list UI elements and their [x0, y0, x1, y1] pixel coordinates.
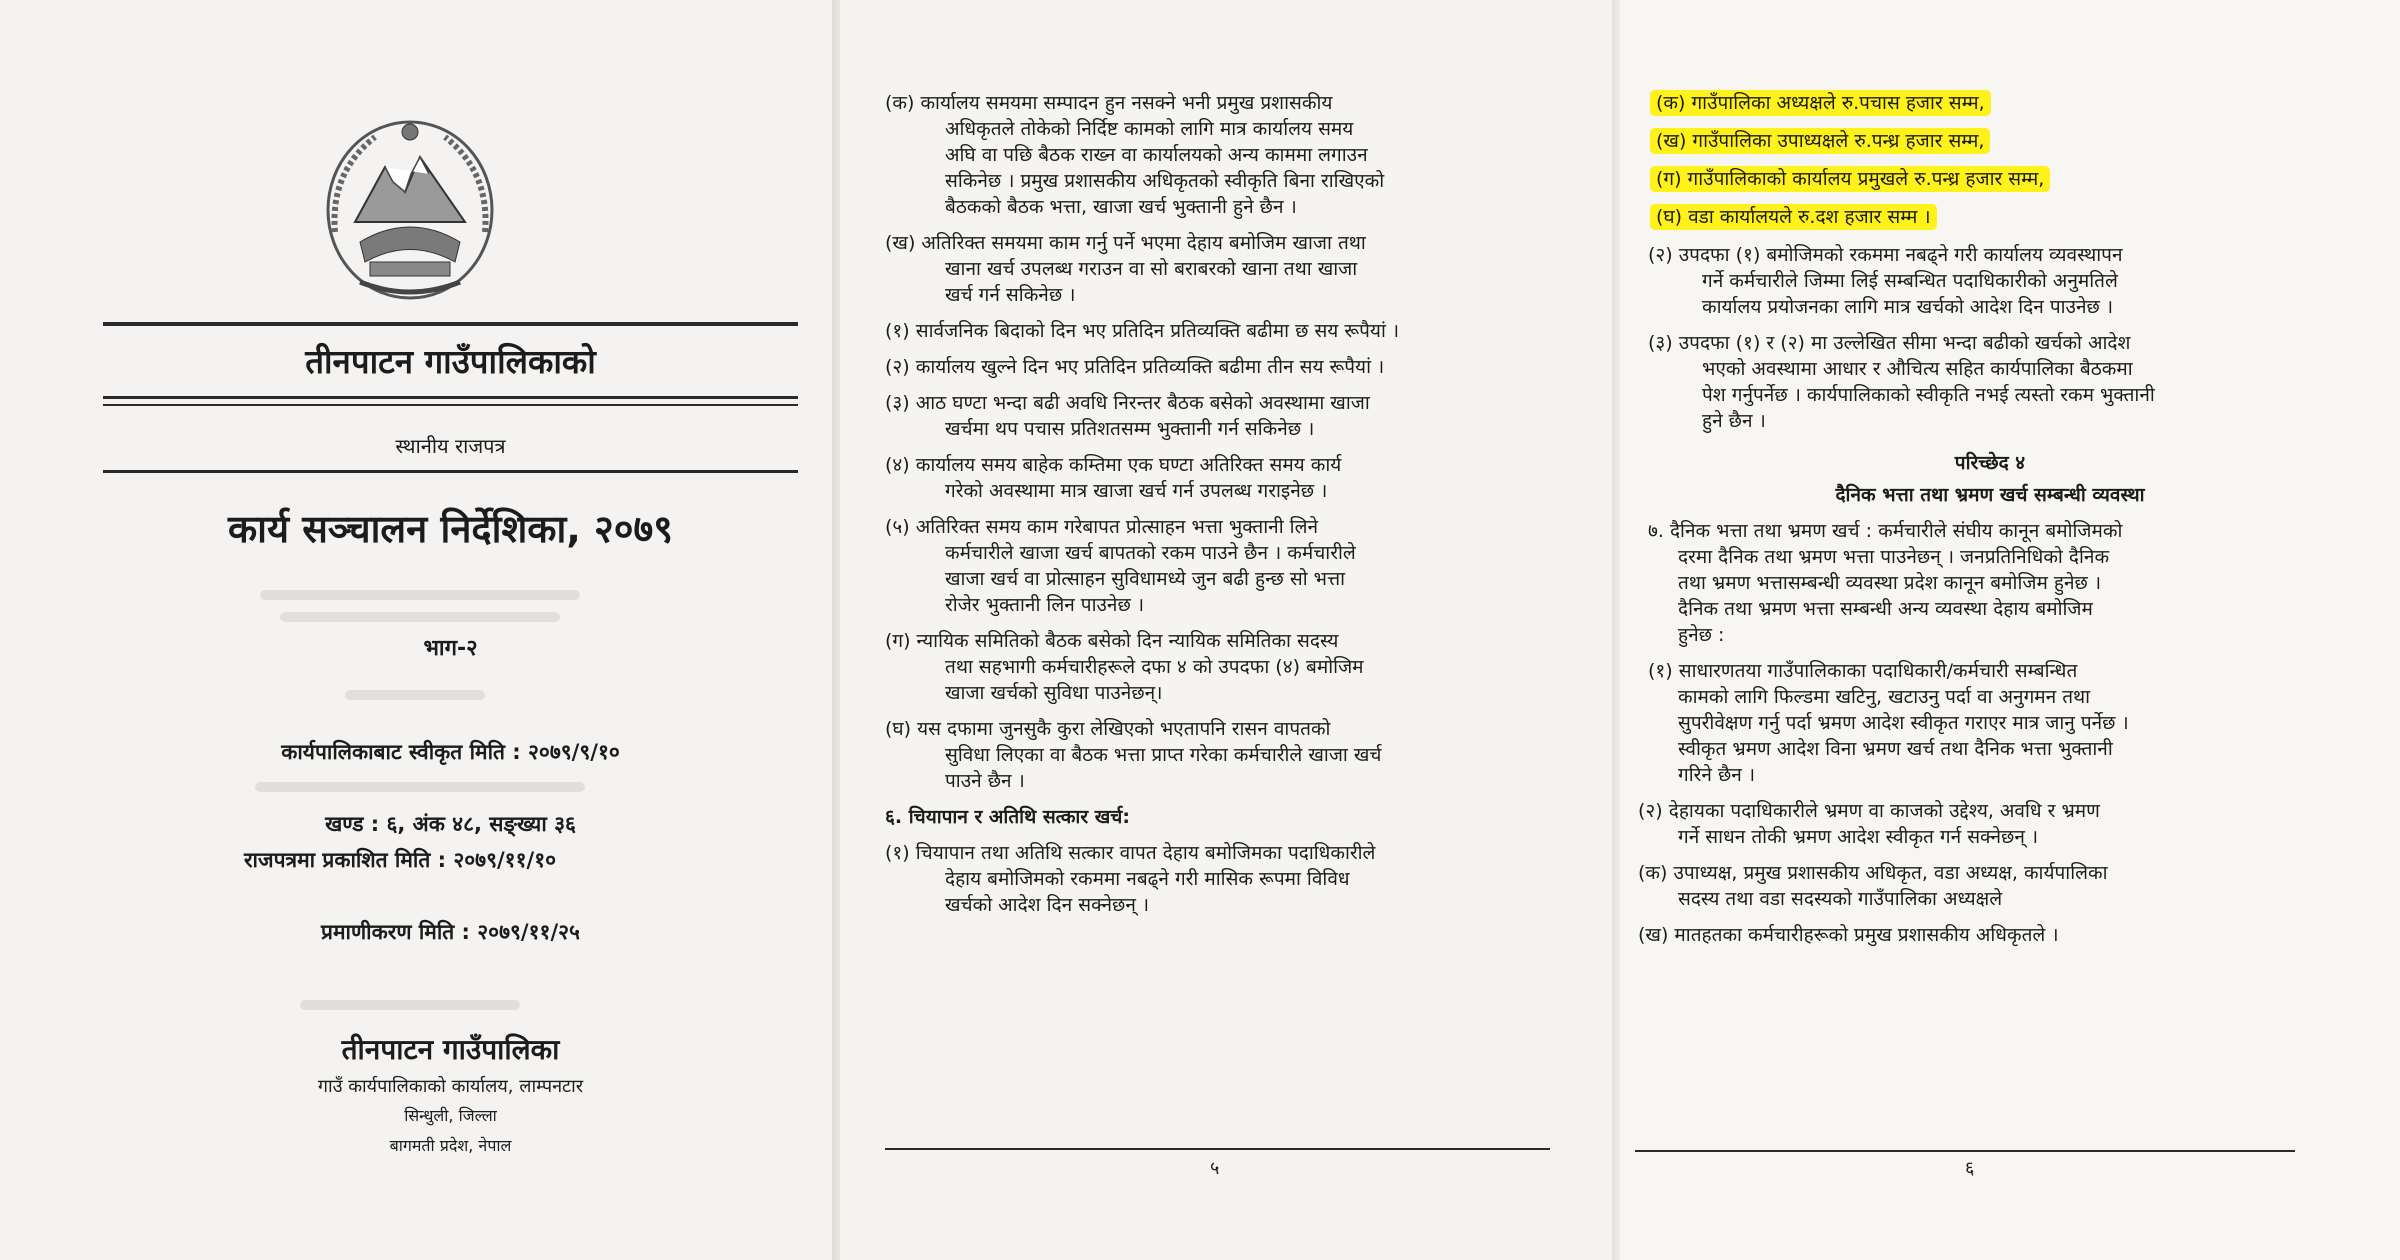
text-line: दैनिक तथा भ्रमण भत्ता सम्बन्धी अन्य व्यवस्था देहाय बमोजिम: [1678, 598, 2093, 620]
text-line: (५) अतिरिक्त समय काम गरेबापत प्रोत्साहन भत्ता भुक्तानी लिने: [885, 516, 1319, 538]
highlighted-line: [1650, 166, 2050, 192]
text-line: स्वीकृत भ्रमण आदेश विना भ्रमण खर्च तथा दैनिक भत्ता भुक्तानी: [1678, 738, 2113, 760]
text-line: गरेको अवस्थामा मात्र खाजा खर्च गर्न उपलब्ध गराइनेछ ।: [945, 480, 1328, 502]
faded-text: [300, 1000, 520, 1010]
text-line: (२) उपदफा (१) बमोजिमको रकममा नबढ्ने गरी कार्यालय व्यवस्थापन: [1648, 244, 2123, 266]
text-line: दरमा दैनिक तथा भ्रमण भत्ता पाउनेछन् । जनप्रतिनिधिको दैनिक: [1678, 546, 2110, 568]
page-number: ६: [1965, 1158, 1975, 1179]
text-line: (क) कार्यालय समयमा सम्पादन हुन नसक्ने भनी प्रमुख प्रशासकीय: [885, 92, 1333, 114]
nepal-government-emblem-icon: [315, 112, 505, 307]
text-line: (४) कार्यालय समय बाहेक कम्तिमा एक घण्टा अतिरिक्त समय कार्य: [885, 454, 1342, 476]
text-line: देहाय बमोजिमको रकममा नबढ्ने गरी मासिक रूपमा विविध: [945, 868, 1350, 890]
text-line: सदस्य तथा वडा सदस्यको गाउँपालिका अध्यक्षले: [1678, 888, 2003, 910]
text-line: कर्मचारीले खाजा खर्च बापतको रकम पाउने छैन । कर्मचारीले: [945, 542, 1356, 564]
divider: [103, 404, 798, 406]
footer-rule: [885, 1148, 1550, 1150]
text-line: सकिनेछ । प्रमुख प्रशासकीय अधिकृतको स्वीकृति बिना राखिएको: [945, 170, 1385, 192]
publisher-office: गाउँ कार्यपालिकाको कार्यालय, लाम्पनटार: [317, 1076, 584, 1097]
text-line: (२) देहायका पदाधिकारीले भ्रमण वा काजको उद्देश्य, अवधि र भ्रमण: [1638, 800, 2100, 822]
highlight: (ख) गाउँपालिका उपाध्यक्षले रु.पन्ध्र हजार सम्म,: [1650, 128, 1990, 154]
text-line: (घ) यस दफामा जुनसुकै कुरा लेखिएको भएतापनि रासन वापतको: [885, 718, 1331, 740]
text-line: अधिकृतले तोकेको निर्दिष्ट कामको लागि मात्र कार्यालय समय: [945, 118, 1354, 140]
gazette-published-date: राजपत्रमा प्रकाशित मिति : २०७९/११/१०: [243, 848, 557, 872]
faded-text: [260, 590, 580, 600]
text-line: रोजेर भुक्तानी लिन पाउनेछ ।: [945, 594, 1145, 616]
highlight: (ग) गाउँपालिकाको कार्यालय प्रमुखले रु.पन्ध्र हजार सम्म,: [1650, 166, 2050, 192]
faded-text: [280, 612, 560, 622]
page-five: [840, 0, 1620, 1260]
text-line: (३) उपदफा (१) र (२) मा उल्लेखित सीमा भन्दा बढीको खर्चको आदेश: [1648, 332, 2131, 354]
text-line: गर्ने साधन तोकी भ्रमण आदेश स्वीकृत गर्न सक्नेछन् ।: [1678, 826, 2039, 848]
publisher-name: तीनपाटन गाउँपालिका: [341, 1033, 560, 1066]
text-line: (२) कार्यालय खुल्ने दिन भए प्रतिदिन प्रतिव्यक्ति बढीमा तीन सय रूपैयां ।: [885, 356, 1385, 378]
volume-issue: खण्ड : ६, अंक ४८, सङ्ख्या ३६: [325, 812, 576, 836]
publisher-province: बागमती प्रदेश, नेपाल: [389, 1136, 512, 1155]
text-line: खर्चको आदेश दिन सक्नेछन् ।: [945, 894, 1150, 916]
highlighted-line: [1650, 204, 1937, 230]
page-six: [1620, 0, 2400, 1260]
municipality-heading: तीनपाटन गाउँपालिकाको: [305, 342, 596, 381]
page-number: ५: [1210, 1158, 1220, 1179]
text-line: (१) साधारणतया गाउँपालिकाका पदाधिकारी/कर्मचारी सम्बन्धित: [1648, 660, 2078, 682]
text-line: (ग) न्यायिक समितिको बैठक बसेको दिन न्यायिक समितिका सदस्य: [885, 630, 1339, 652]
text-line: सुविधा लिएका वा बैठक भत्ता प्राप्त गरेका कर्मचारीले खाजा खर्च: [945, 744, 1382, 766]
chapter-label: परिच्छेद ४: [1954, 452, 2026, 474]
divider: [103, 470, 798, 473]
part-label: भाग-२: [423, 636, 478, 661]
authentication-date: प्रमाणीकरण मिति : २०७९/११/२५: [321, 920, 580, 944]
text-line: (ख) मातहतका कर्मचारीहरूको प्रमुख प्रशासकीय अधिकृतले ।: [1638, 924, 2059, 946]
section-heading: ६. चियापान र अतिथि सत्कार खर्च:: [885, 806, 1130, 828]
gazette-label: स्थानीय राजपत्र: [395, 434, 506, 458]
footer-rule: [1635, 1150, 2295, 1152]
text-line: (३) आठ घण्टा भन्दा बढी अवधि निरन्तर बैठक बसेको अवस्थामा खाजा: [885, 392, 1370, 414]
text-line: हुने छैन ।: [1702, 410, 1766, 432]
text-line: गरिने छैन ।: [1678, 764, 1756, 786]
publisher-district: सिन्धुली, जिल्ला: [404, 1106, 497, 1125]
highlight: (क) गाउँपालिका अध्यक्षले रु.पचास हजार सम्म,: [1650, 90, 1991, 116]
text-line: (१) सार्वजनिक बिदाको दिन भए प्रतिदिन प्रतिव्यक्ति बढीमा छ सय रूपैयां ।: [885, 320, 1400, 342]
text-line: अघि वा पछि बैठक राख्न वा कार्यालयको अन्य काममा लगाउन: [945, 144, 1368, 166]
chapter-title: दैनिक भत्ता तथा भ्रमण खर्च सम्बन्धी व्यवस्था: [1835, 484, 2145, 506]
text-line: ७. दैनिक भत्ता तथा भ्रमण खर्च : कर्मचारीले संघीय कानून बमोजिमको: [1648, 520, 2123, 542]
text-line: तथा सहभागी कर्मचारीहरूले दफा ४ को उपदफा (४) बमोजिम: [945, 656, 1364, 678]
cover-page: [0, 0, 840, 1260]
text-line: खर्चमा थप पचास प्रतिशतसम्म भुक्तानी गर्न सकिनेछ ।: [945, 418, 1315, 440]
faded-text: [345, 690, 485, 700]
text-line: खाजा खर्च वा प्रोत्साहन सुविधामध्ये जुन बढी हुन्छ सो भत्ता: [945, 568, 1346, 590]
text-line: (क) उपाध्यक्ष, प्रमुख प्रशासकीय अधिकृत, वडा अध्यक्ष, कार्यपालिका: [1638, 862, 2108, 884]
text-line: कामको लागि फिल्डमा खटिनु, खटाउनु पर्दा वा अनुगमन तथा: [1678, 686, 2091, 708]
text-line: बैठकको बैठक भत्ता, खाजा खर्च भुक्तानी हुने छैन ।: [945, 196, 1297, 218]
text-line: भएको अवस्थामा आधार र औचित्य सहित कार्यपालिका बैठकमा: [1702, 358, 2133, 380]
text-line: खाजा खर्चको सुविधा पाउनेछन्।: [945, 682, 1163, 704]
text-line: हुनेछ :: [1678, 624, 1725, 646]
faded-text: [255, 782, 585, 792]
text-line: (१) चियापान तथा अतिथि सत्कार वापत देहाय बमोजिमका पदाधिकारीले: [885, 842, 1376, 864]
text-line: खाना खर्च उपलब्ध गराउन वा सो बराबरको खाना तथा खाजा: [945, 258, 1358, 280]
highlighted-line: [1650, 90, 1991, 116]
text-line: (ख) अतिरिक्त समयमा काम गर्नु पर्ने भएमा देहाय बमोजिम खाजा तथा: [885, 232, 1366, 254]
text-line: तथा भ्रमण भत्तासम्बन्धी व्यवस्था प्रदेश कानून बमोजिम हुनेछ ।: [1678, 572, 2102, 594]
divider: [103, 396, 798, 399]
text-line: सुपरीवेक्षण गर्नु पर्दा भ्रमण आदेश स्वीकृत गराएर मात्र जानु पर्नेछ ।: [1678, 712, 2129, 734]
text-line: खर्च गर्न सकिनेछ ।: [945, 284, 1076, 306]
highlighted-line: [1650, 128, 1990, 154]
highlight: (घ) वडा कार्यालयले रु.दश हजार सम्म ।: [1650, 204, 1937, 230]
approved-date: कार्यपालिकाबाट स्वीकृत मिति : २०७९/९/१०: [281, 740, 620, 764]
text-line: पाउने छैन ।: [945, 770, 1025, 792]
text-line: पेश गर्नुपर्नेछ । कार्यपालिकाको स्वीकृति नभई त्यस्तो रकम भुक्तानी: [1702, 384, 2155, 406]
document-title: कार्य सञ्चालन निर्देशिका, २०७९: [227, 507, 674, 551]
top-rule: [103, 322, 798, 326]
text-line: गर्ने कर्मचारीले जिम्मा लिई सम्बन्धित पदाधिकारीको अनुमतिले: [1702, 270, 2118, 292]
text-line: कार्यालय प्रयोजनका लागि मात्र खर्चको आदेश दिन पाउनेछ ।: [1702, 296, 2114, 318]
